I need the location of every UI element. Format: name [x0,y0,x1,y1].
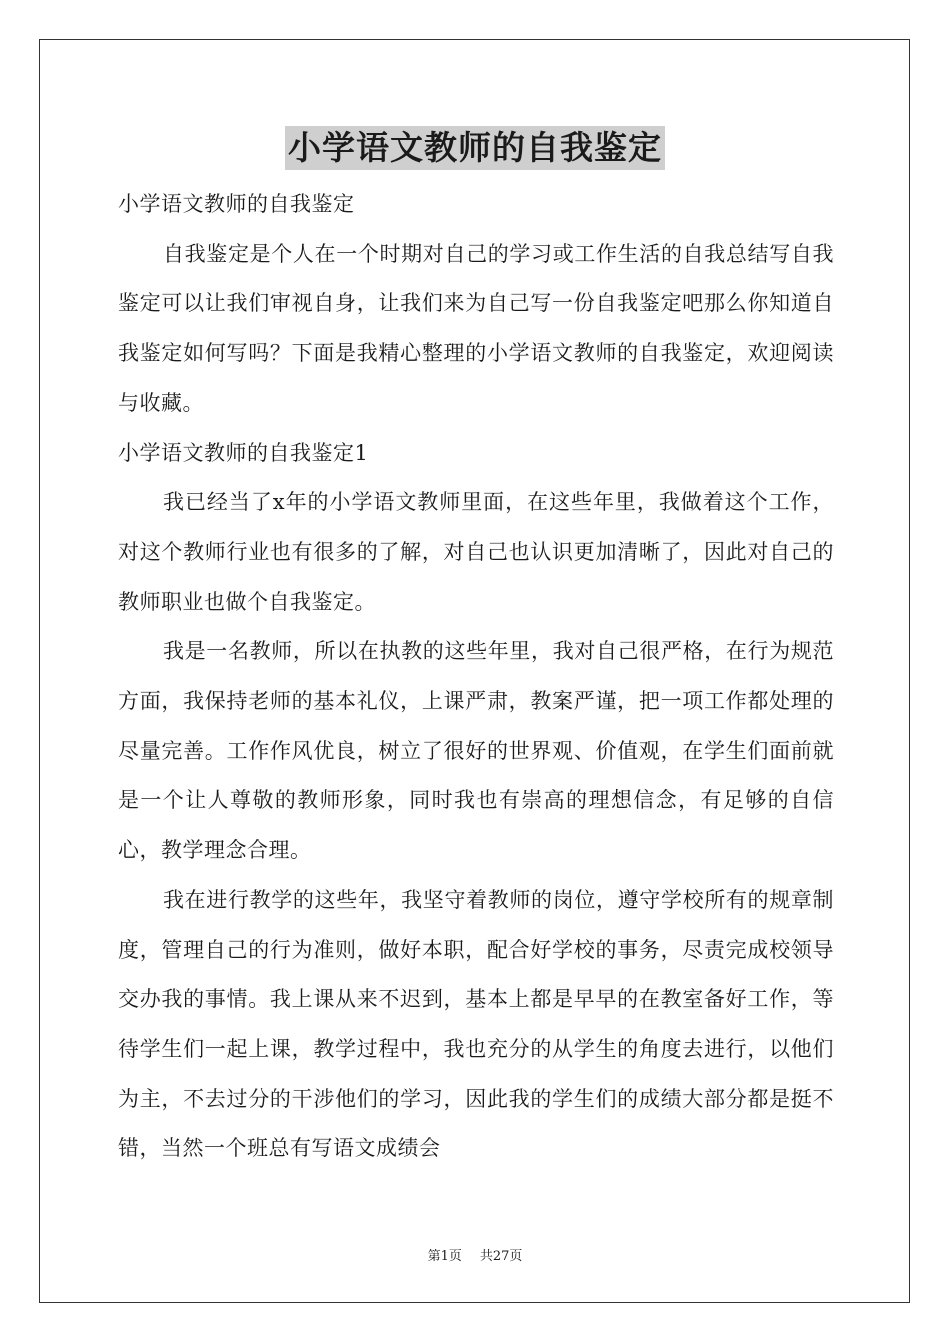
page-number: 第1页 [427,1249,462,1264]
paragraph-section-heading: 小学语文教师的自我鉴定1 [118,440,369,465]
paragraph-body-2: 我是一名教师，所以在执教的这些年里，我对自己很严格，在行为规范方面，我保持老师的基本礼仪，上课严肃，教案严谨，把一项工作都处理的尽量完善。工作作风优良，树立了很好的世界观、价值观，在学生们面前就是一个让人尊敬的教师形象，同时我也有崇高的理想信念，有足够的自信心，教学理念合理。 [118,639,834,863]
paragraph-body-3: 我在进行教学的这些年，我坚守着教师的岗位，遵守学校所有的规章制度，管理自己的行为准则，做好本职，配合好学校的事务，尽责完成校领导交办我的事情。我上课从来不迟到，基本上都是早早的在教室备好工作，等待学生们一起上课，教学过程中，我也充分的从学生的角度去进行，以他们为主，不去过分的干涉他们的学习，因此我的学生们的成绩大部分都是挺不错，当然一个班总有写语文成绩会 [118,887,834,1161]
document-body [118,180,834,1174]
page-total: 共27页 [479,1249,523,1264]
paragraph-subtitle: 小学语文教师的自我鉴定 [118,192,355,216]
paragraph-body-1: 我已经当了x年的小学语文教师里面，在这些年里，我做着这个工作，对这个教师行业也有很多的了解，对自己也认识更加清晰了，因此对自己的教师职业也做个自我鉴定。 [118,490,834,614]
document-title: 小学语文教师的自我鉴定 [285,126,665,170]
paragraph-intro: 自我鉴定是个人在一个时期对自己的学习或工作生活的自我总结写自我鉴定可以让我们审视自身，让我们来为自己写一份自我鉴定吧那么你知道自我鉴定如何写吗？下面是我精心整理的小学语文教师的自我鉴定，欢迎阅读与收藏。 [118,241,834,415]
page-footer [0,1248,950,1266]
title-container [0,126,950,170]
